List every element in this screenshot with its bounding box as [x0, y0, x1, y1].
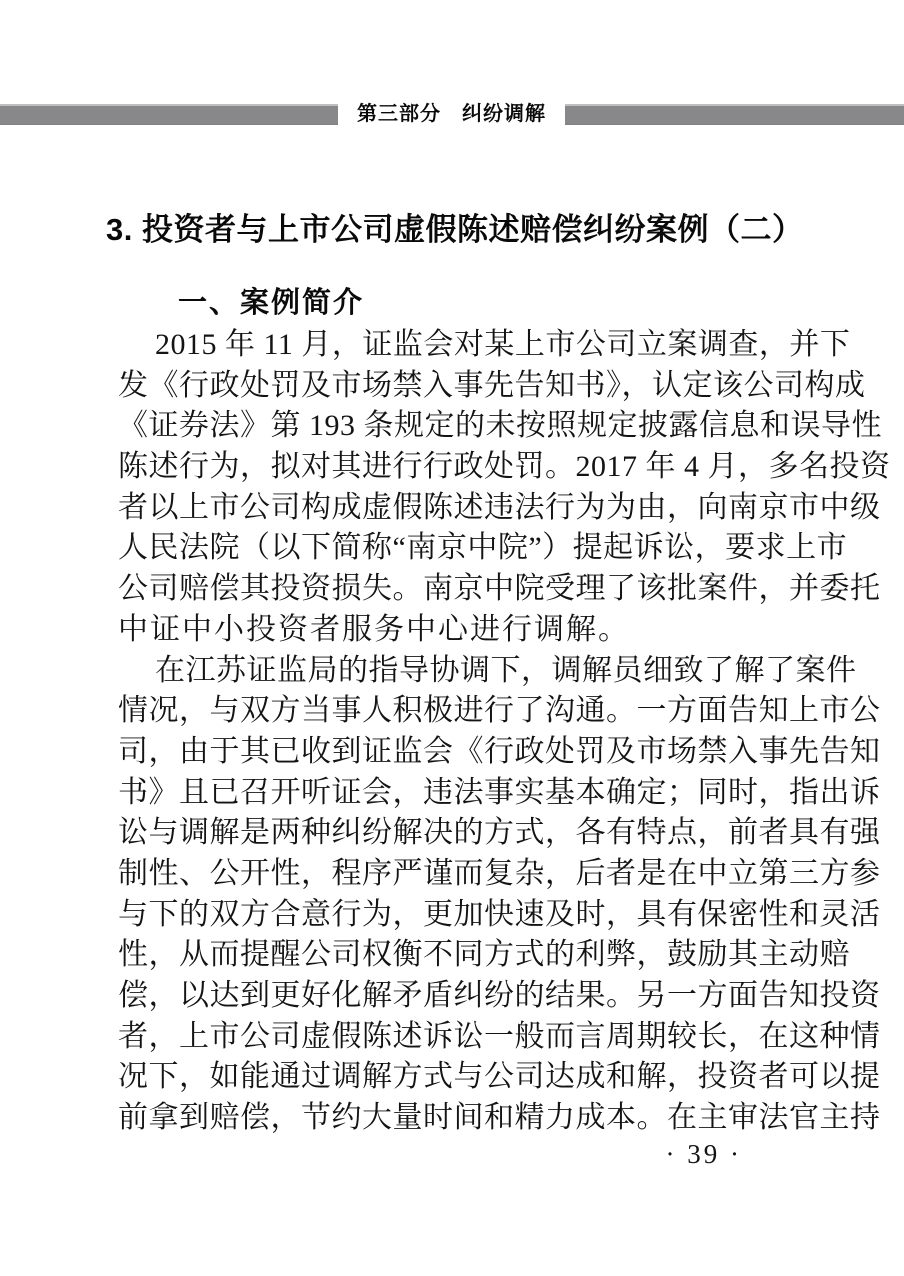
paragraph-2-line-11: 况下，如能通过调解方式与公司达成和解，投资者可以提 [118, 1060, 881, 1094]
paragraph-1-line-2: 发《行政处罚及市场禁入事先告知书》，认定该公司构成 [118, 368, 866, 402]
paragraph-1-line-5: 者以上市公司构成虚假陈述违法行为为由，向南京市中级 [118, 490, 881, 524]
paragraph-2-line-3: 司，由于其已收到证监会《行政处罚及市场禁入事先告知 [118, 734, 881, 768]
paragraph-1-line-6: 人民法院（以下简称“南京中院”）提起诉讼，要求上市 [118, 531, 848, 565]
paragraph-1-line-7: 公司赔偿其投资损失。南京中院受理了该批案件，并委托 [118, 572, 881, 606]
paragraph-2-line-8: 性，从而提醒公司权衡不同方式的利弊，鼓励其主动赔 [118, 938, 850, 972]
paragraph-2-line-5: 讼与调解是两种纠纷解决的方式，各有特点，前者具有强 [118, 816, 881, 850]
paragraph-1-line-1: 2015 年 11 月，证监会对某上市公司立案调查，并下 [155, 328, 851, 361]
paragraph-2-line-9: 偿，以达到更好化解矛盾纠纷的结果。另一方面告知投资 [118, 979, 881, 1012]
paragraph-2-line-12: 前拿到赔偿，节约大量时间和精力成本。在主审法官主持 [118, 1101, 881, 1135]
paragraph-2-line-7: 与下的双方合意行为，更加快速及时，具有保密性和灵活 [118, 897, 881, 931]
paragraph-1-line-4: 陈述行为，拟对其进行行政处罚。2017 年 4 月，多名投资 [118, 450, 891, 484]
paragraph-2-line-4: 书》且已召开听证会，违法事实基本确定；同时，指出诉 [118, 775, 881, 809]
header-rule-right [565, 104, 904, 125]
paragraph-1-line-8: 中证中小投资者服务中心进行调解。 [118, 612, 630, 646]
page-number: · 39 · [665, 1139, 742, 1169]
paragraph-2-line-1: 在江苏证监局的指导协调下，调解员细致了解了案件 [155, 653, 857, 687]
header-rule-left [0, 104, 338, 125]
paragraph-2-line-2: 情况，与双方当事人积极进行了沟通。一方面告知上市公 [118, 694, 881, 728]
body-text [118, 325, 891, 1139]
running-header: 第三部分 纠纷调解 [357, 103, 546, 125]
paragraph-1-line-3: 《证券法》第 193 条规定的未按照规定披露信息和误导性 [118, 409, 882, 443]
page-title: 3. 投资者与上市公司虚假陈述赔偿纠纷案例（二） [106, 212, 804, 247]
paragraph-2-line-6: 制性、公开性，程序严谨而复杂，后者是在中立第三方参 [118, 856, 881, 890]
paragraph-2-line-10: 者，上市公司虚假陈述诉讼一般而言周期较长，在这种情 [118, 1019, 881, 1053]
section-heading: 一、案例简介 [178, 287, 365, 319]
